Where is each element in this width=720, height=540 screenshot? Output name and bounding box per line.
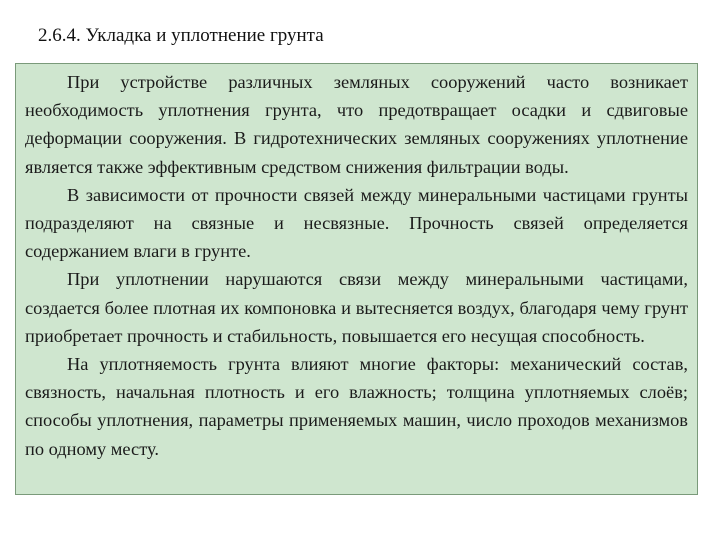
- text-panel: [15, 63, 698, 495]
- paragraph-3: При уплотнении нарушаются связи между минеральными частицами, создается более плотная их компоновка и вытесняется воздух, благодаря чему грунт приобретает прочность и стабильность, повышается его несущая способность.: [25, 269, 688, 346]
- page-title: 2.6.4. Укладка и уплотнение грунта: [38, 25, 324, 46]
- paragraph-2: В зависимости от прочности связей между минеральными частицами грунты подразделяют на связные и несвязные. Прочность связей определяется содержанием влаги в грунте.: [25, 184, 688, 262]
- paragraph-4: На уплотняемость грунта влияют многие факторы: механический состав, связность, начальная плотность и его влажность; толщина уплотняемых слоёв; способы уплотнения, параметры применяемых машин, число проходов механизмов по одному месту.: [25, 354, 688, 459]
- paragraph-1: При устройстве различных земляных сооружений часто возникает необходимость уплотнения грунта, что предотвращает осадки и сдвиговые деформации сооружения. В гидротехнических земляных сооружениях уплотнение является также эффективным средством снижения фильтрации воды.: [25, 72, 688, 177]
